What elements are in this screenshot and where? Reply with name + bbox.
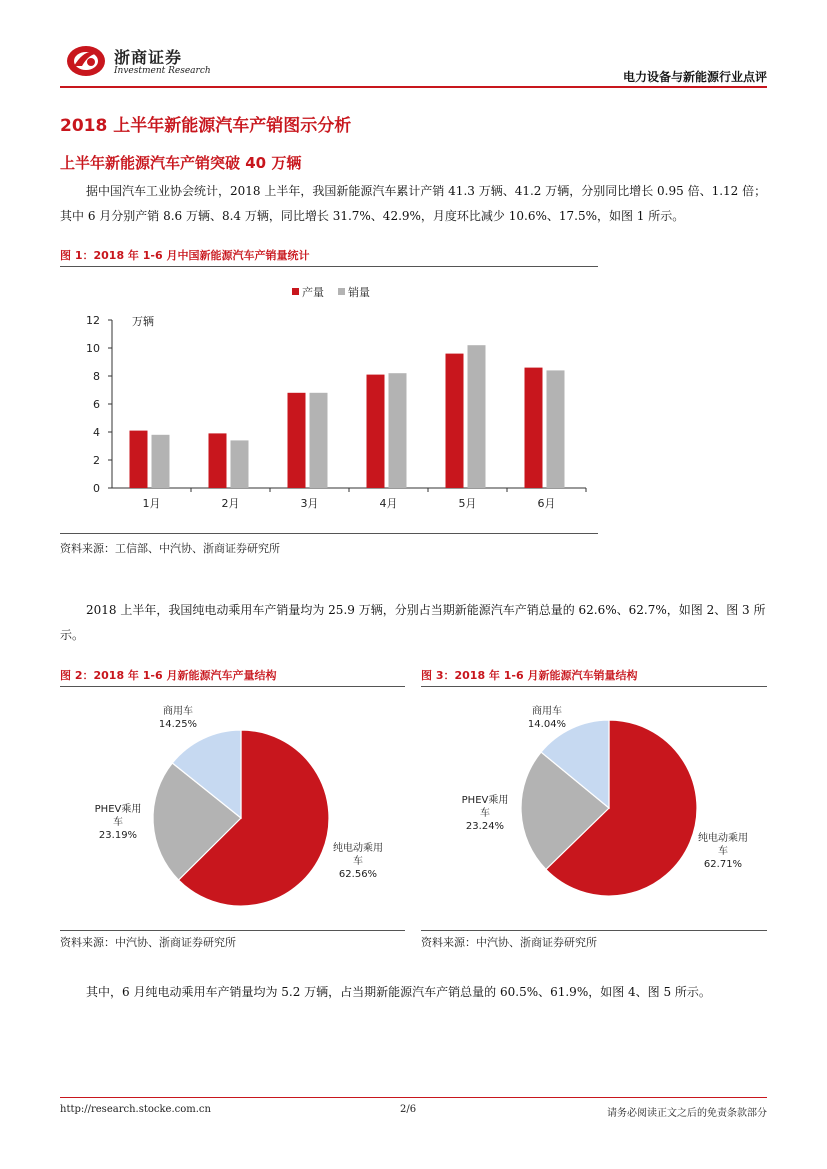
figure-2-source: 资料来源：中汽协、浙商证券研究所 (60, 936, 236, 949)
legend-swatch-1 (338, 288, 345, 295)
pie-slice-label: 车 (353, 856, 363, 867)
pie-slice-label: 车 (718, 846, 728, 857)
bar-销量-5月 (468, 345, 486, 488)
figure-1-top-rule (60, 266, 598, 267)
pie-slice-pct: 23.19% (98, 830, 138, 841)
pie-slice-label: 商用车 (532, 706, 562, 717)
x-tick-label: 2月 (221, 497, 240, 510)
pie-slice-label: PHEV乘用 (94, 804, 142, 815)
paragraph-1: 据中国汽车工业协会统计，2018 上半年，我国新能源汽车累计产销 41.3 万辆、41.2 万辆，分别同比增长 0.95 倍、1.12 倍；其中 6 月分别产销 8.6 万辆、8.4 万辆，同比增长 31.7%、42.9%，月度环比减少 10.6%、17.5%，如图 1 所示。 (60, 184, 767, 223)
footer-url[interactable]: http://research.stocke.com.cn (60, 1104, 211, 1115)
figure-2-bottom-rule (60, 930, 405, 931)
bar-产量-3月 (288, 393, 306, 488)
pie-slice-label: 纯电动乘用 (698, 833, 748, 844)
y-tick-label: 10 (86, 342, 100, 355)
pie-slice-pct: 14.25% (158, 719, 198, 730)
y-tick-label: 8 (93, 370, 100, 383)
x-tick-label: 6月 (537, 497, 556, 510)
production-structure-pie-chart (60, 690, 405, 928)
legend-swatch-0 (292, 288, 299, 295)
footer-disclaimer: 请务必阅读正文之后的免责条款部分 (607, 1108, 767, 1119)
sales-structure-pie-chart (421, 690, 767, 928)
y-unit-label: 万辆 (132, 315, 154, 328)
pie-slice-label: 纯电动乘用 (333, 843, 383, 854)
y-tick-label: 6 (93, 398, 100, 411)
y-tick-label: 2 (93, 454, 100, 467)
y-tick-label: 0 (93, 482, 100, 495)
figure-2-top-rule (60, 686, 405, 687)
bar-销量-1月 (152, 435, 170, 488)
company-name-en: Investment Research (114, 66, 211, 76)
pie-slice-pct: 62.71% (703, 859, 743, 870)
figure-1-title: 图 1：2018 年 1-6 月中国新能源汽车产销量统计 (60, 249, 310, 262)
report-type: 电力设备与新能源行业点评 (622, 70, 767, 84)
figure-1-bottom-rule (60, 533, 598, 534)
pie-slice-label: 商用车 (163, 706, 193, 717)
x-tick-label: 3月 (300, 497, 319, 510)
y-tick-label: 12 (86, 314, 100, 327)
paragraph-3: 其中，6 月纯电动乘用车产销量均为 5.2 万辆，占当期新能源汽车产销总量的 60.5%、61.9%，如图 4、图 5 所示。 (86, 985, 711, 999)
production-sales-bar-chart (60, 272, 598, 527)
header-rule (60, 86, 767, 88)
logo-icon (64, 40, 108, 78)
pie-slice-pct: 62.56% (338, 869, 378, 880)
legend-label-1: 销量 (348, 286, 370, 299)
section-title: 2018 上半年新能源汽车产销图示分析 (60, 116, 352, 136)
legend-label-0: 产量 (302, 286, 324, 299)
company-name-cn: 浙商证券 (114, 48, 183, 67)
bar-销量-2月 (231, 440, 249, 488)
bar-产量-4月 (367, 375, 385, 488)
y-tick-label: 4 (93, 426, 100, 439)
figure-3-title: 图 3：2018 年 1-6 月新能源汽车销量结构 (421, 669, 638, 682)
footer-rule (60, 1097, 767, 1098)
pie-slice-label: 车 (480, 808, 490, 819)
bar-销量-6月 (547, 370, 565, 488)
figure-1-source: 资料来源：工信部、中汽协、浙商证券研究所 (60, 542, 280, 555)
pie-slice-label: 车 (113, 817, 123, 828)
bar-产量-5月 (446, 354, 464, 488)
figure-3-bottom-rule (421, 930, 767, 931)
pie-slice-label: PHEV乘用 (461, 795, 509, 806)
bar-销量-4月 (389, 373, 407, 488)
bar-销量-3月 (310, 393, 328, 488)
pie-slice-pct: 23.24% (465, 821, 505, 832)
bar-产量-2月 (209, 433, 227, 488)
page-number: 2/6 (400, 1104, 417, 1115)
pie-slice-pct: 14.04% (527, 719, 567, 730)
figure-2-title: 图 2：2018 年 1-6 月新能源汽车产量结构 (60, 669, 277, 682)
paragraph-2: 2018 上半年，我国纯电动乘用车产销量均为 25.9 万辆，分别占当期新能源汽车产销总量的 62.6%、62.7%，如图 2、图 3 所示。 (60, 603, 766, 642)
bar-产量-1月 (130, 431, 148, 488)
subsection-title: 上半年新能源汽车产销突破 40 万辆 (60, 154, 302, 172)
figure-3-source: 资料来源：中汽协、浙商证券研究所 (421, 936, 597, 949)
x-tick-label: 5月 (458, 497, 477, 510)
x-tick-label: 1月 (142, 497, 161, 510)
company-logo (64, 40, 108, 78)
figure-3-top-rule (421, 686, 767, 687)
bar-产量-6月 (525, 368, 543, 488)
x-tick-label: 4月 (379, 497, 398, 510)
